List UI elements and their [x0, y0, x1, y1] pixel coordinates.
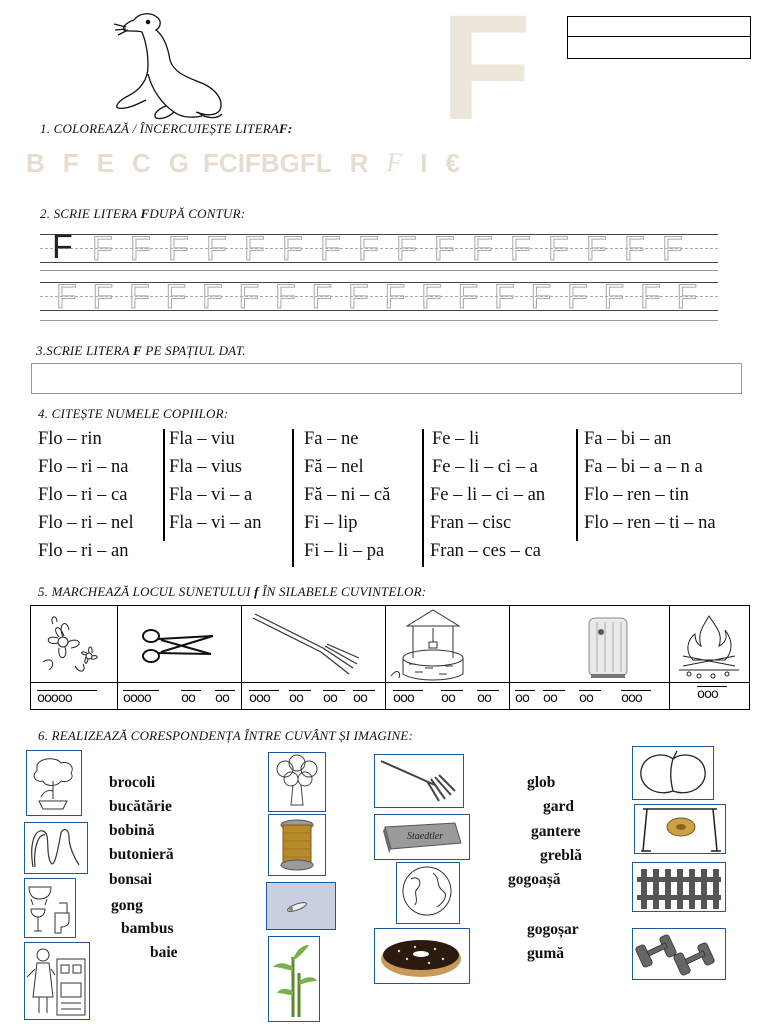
trace-letter: F — [421, 278, 442, 316]
word-item[interactable]: gantere — [531, 823, 581, 840]
picture-box[interactable] — [374, 754, 464, 808]
picture-box[interactable] — [632, 928, 726, 980]
gong-icon — [635, 805, 725, 853]
kitchen-icon — [25, 943, 89, 1019]
spool-icon — [269, 815, 325, 875]
name-syllables: Fa – ne — [304, 429, 359, 449]
name-syllables: Fran – ces – ca — [430, 541, 541, 561]
globe-icon — [397, 863, 459, 923]
picture-box[interactable] — [374, 814, 470, 860]
name-syllables: Fla – vi – a — [169, 485, 253, 505]
bamboo-icon — [269, 937, 319, 1021]
syllables-table: ooooo oooo oo oo ooo oo oo oo ooo oo oo oo oo oo ooo ooo — [30, 605, 750, 710]
write-space-box[interactable] — [31, 363, 742, 394]
name-syllables: Fla – vi – an — [169, 513, 262, 533]
name-syllables: Fla – vius — [169, 457, 242, 477]
well-icon — [385, 606, 509, 682]
trace-letter: F — [676, 278, 698, 316]
name-syllables: Fe – li – ci – a — [432, 457, 538, 477]
name-syllables: Fa – bi – an — [584, 429, 672, 449]
trace-letter: F — [348, 278, 369, 316]
word-item[interactable]: gard — [543, 798, 574, 815]
letter-item[interactable]: G — [279, 147, 300, 178]
name-syllables: Fla – viu — [169, 429, 235, 449]
bathroom-icon — [25, 879, 75, 937]
letter-item[interactable]: G — [168, 147, 190, 178]
donut-icon — [375, 929, 469, 983]
letter-item[interactable]: FC — [203, 147, 238, 178]
letter-item[interactable]: F — [62, 147, 79, 178]
picture-box[interactable] — [634, 804, 726, 854]
trace-letter: F — [311, 278, 333, 316]
fork-icon — [241, 606, 385, 682]
trace-letter: F — [624, 230, 645, 268]
broccoli-icon — [269, 753, 325, 811]
letter-item[interactable]: C — [132, 147, 151, 178]
trace-letter: F — [548, 230, 569, 268]
name-syllables: Fe – li – ci – an — [430, 485, 546, 505]
bonsai-icon — [27, 751, 81, 815]
picture-box[interactable] — [24, 942, 90, 1020]
name-syllables: Fă – ni – că — [304, 485, 391, 505]
letter-item[interactable]: B — [260, 147, 280, 178]
picture-box[interactable] — [26, 750, 82, 816]
letter-item[interactable]: E — [96, 147, 115, 178]
word-item[interactable]: bonsai — [109, 871, 153, 888]
name-syllables: Fran – cisc — [430, 513, 512, 533]
word-item[interactable]: bucătărie — [109, 798, 172, 815]
letter-item[interactable]: IF — [237, 147, 261, 178]
wire-icon — [25, 823, 87, 873]
dumbbell-icon — [633, 929, 725, 979]
word-item[interactable]: gong — [111, 897, 143, 914]
name-syllables: Flo – ri – na — [38, 457, 129, 477]
name-box[interactable] — [567, 16, 751, 59]
letters-row[interactable] — [26, 146, 586, 180]
trace-letter: F — [238, 278, 260, 316]
trace-letter: F — [567, 278, 588, 316]
watermark-letter: F — [440, 0, 532, 151]
letter-item[interactable]: F — [386, 148, 403, 177]
trace-letter: F — [640, 278, 661, 316]
picture-box[interactable] — [24, 822, 88, 874]
trace-letter: F — [586, 230, 607, 268]
word-item[interactable]: baie — [150, 944, 178, 961]
flower-icon — [31, 606, 117, 682]
sea-lion-icon — [112, 8, 234, 122]
trace-letter: F — [92, 278, 114, 316]
name-syllables: Fă – nel — [304, 457, 364, 477]
task2-title: 2. SCRIE LITERA FDUPĂ CONTUR: — [40, 206, 246, 221]
eraser-icon — [375, 815, 469, 859]
pepper-icon — [633, 747, 713, 799]
trace-letter: F — [434, 230, 455, 268]
trace-letter: F — [244, 230, 265, 268]
trace-letter: F — [129, 278, 150, 316]
name-syllables: Flo – ri – ca — [38, 485, 128, 505]
fence-icon — [633, 863, 725, 911]
task6-title: 6. REALIZEAZĂ CORESPONDENȚA ÎNTRE CUVÂNT ȘI IMAGINE: — [38, 728, 414, 743]
picture-box[interactable] — [396, 862, 460, 924]
trace-letter: F — [130, 230, 151, 268]
trace-letter: F — [275, 278, 296, 316]
name-syllables: Fi – lip — [304, 513, 358, 533]
name-syllables: Flo – ren – tin — [584, 485, 689, 505]
campfire-icon — [669, 606, 749, 682]
name-syllables: Flo – ri – nel — [38, 513, 134, 533]
word-item[interactable]: bobină — [109, 822, 155, 839]
trace-letter: F — [206, 230, 227, 268]
trace-letter: F — [457, 278, 479, 316]
word-item[interactable]: greblă — [540, 847, 582, 864]
letter-item[interactable]: € — [445, 147, 460, 178]
name-syllables: Fa – bi – a – n a — [584, 457, 703, 477]
buttonhole-icon — [267, 883, 335, 929]
trace-letter: F — [396, 230, 417, 268]
trace-letter: F — [494, 278, 515, 316]
rake-icon — [375, 755, 463, 807]
trace-letter: F — [662, 230, 683, 268]
picture-box[interactable] — [268, 752, 326, 812]
picture-box[interactable] — [374, 928, 470, 984]
writing-lines[interactable] — [40, 226, 718, 326]
letter-item[interactable]: I — [420, 147, 428, 178]
trace-letter: F — [384, 278, 406, 316]
picture-box[interactable] — [632, 746, 714, 800]
word-item[interactable]: bambus — [121, 920, 174, 937]
word-item[interactable]: brocoli — [109, 774, 156, 791]
trace-letter: F — [165, 278, 187, 316]
picture-box[interactable] — [268, 814, 326, 876]
trace-letter: F — [603, 278, 625, 316]
task3-title: 3.SCRIE LITERA F PE SPAȚIUL DAT. — [36, 343, 246, 358]
radiator-icon — [509, 606, 669, 682]
picture-box[interactable] — [24, 878, 76, 938]
task1-title: 1. COLOREAZĂ / ÎNCERCUIEȘTE LITERAF: — [40, 121, 293, 136]
picture-box[interactable] — [266, 882, 336, 930]
task5-title: 5. MARCHEAZĂ LOCUL SUNETULUI f ÎN SILABELE CUVINTELOR: — [38, 584, 427, 599]
word-item[interactable]: glob — [527, 774, 556, 791]
trace-letter: F — [530, 278, 552, 316]
trace-letter: F — [510, 230, 531, 268]
name-syllables: Flo – rin — [38, 429, 102, 449]
trace-letter: F — [92, 230, 113, 268]
word-item[interactable]: gogoșar — [527, 921, 579, 938]
word-item[interactable]: gogoașă — [508, 871, 561, 888]
picture-box[interactable] — [268, 936, 320, 1022]
name-syllables: Fi – li – pa — [304, 541, 385, 561]
trace-letter: F — [168, 230, 189, 268]
trace-letter: F — [56, 278, 77, 316]
letter-item[interactable]: R — [349, 147, 369, 178]
trace-letter: F — [358, 230, 379, 268]
trace-letter: F — [472, 230, 493, 268]
trace-letter: F — [202, 278, 223, 316]
word-item[interactable]: butonieră — [109, 846, 174, 863]
letter-item[interactable]: B — [26, 147, 45, 178]
name-syllables: Flo – ren – ti – na — [584, 513, 716, 533]
scissors-icon — [117, 606, 241, 682]
name-syllables: Flo – ri – an — [38, 541, 129, 561]
model-letter: F — [52, 228, 73, 266]
eraser-label: Staedtler — [407, 831, 444, 842]
trace-letter: F — [282, 230, 303, 268]
task4-title: 4. CITEȘTE NUMELE COPIILOR: — [38, 406, 229, 421]
name-syllables: Fe – li — [432, 429, 480, 449]
trace-letter: F — [320, 230, 341, 268]
letter-item[interactable]: FL — [299, 147, 332, 178]
picture-box[interactable] — [632, 862, 726, 912]
word-item[interactable]: gumă — [527, 945, 565, 962]
